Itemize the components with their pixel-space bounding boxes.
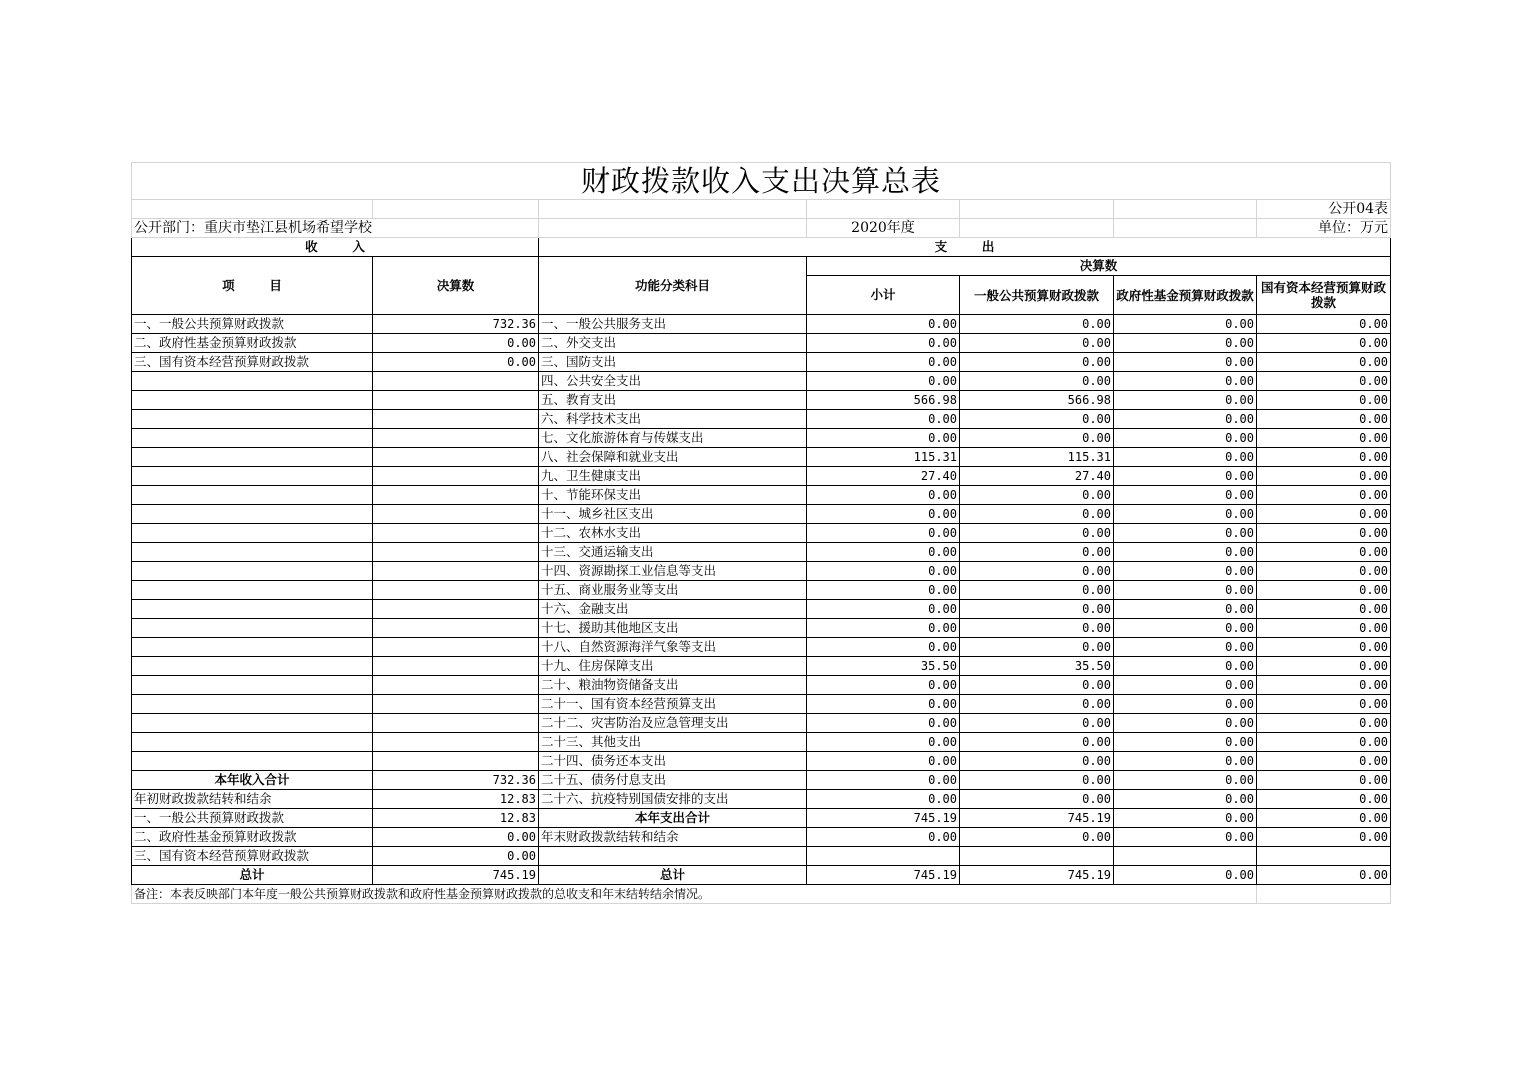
expense-general-budget: 0.00 bbox=[960, 752, 1114, 771]
empty-cell bbox=[132, 733, 373, 752]
expense-state-capital: 0.00 bbox=[1257, 334, 1391, 353]
expense-item-label: 七、文化旅游体育与传媒支出 bbox=[539, 429, 807, 448]
gov-fund-header: 政府性基金预算财政拨款 bbox=[1114, 276, 1257, 315]
empty-cell bbox=[132, 391, 373, 410]
table-row bbox=[132, 790, 1391, 809]
expense-gov-fund: 0.00 bbox=[1114, 562, 1257, 581]
unit-label: 单位：万元 bbox=[1257, 219, 1391, 238]
table-row bbox=[132, 410, 1391, 429]
empty-cell bbox=[373, 543, 539, 562]
empty-cell bbox=[132, 467, 373, 486]
table-row bbox=[132, 334, 1391, 353]
table-row bbox=[132, 619, 1391, 638]
empty-cell bbox=[132, 429, 373, 448]
table-row bbox=[132, 429, 1391, 448]
expense-subtotal: 0.00 bbox=[807, 334, 960, 353]
expense-state-capital: 0.00 bbox=[1257, 410, 1391, 429]
empty-cell bbox=[373, 391, 539, 410]
empty-cell bbox=[373, 524, 539, 543]
carryover-item-label: 三、国有资本经营预算财政拨款 bbox=[132, 847, 373, 866]
carryover-item-label: 二、政府性基金预算财政拨款 bbox=[132, 828, 373, 847]
expense-item-label: 十二、农林水支出 bbox=[539, 524, 807, 543]
expense-subtotal: 0.00 bbox=[807, 524, 960, 543]
carryover-label: 年初财政拨款结转和结余 bbox=[132, 790, 373, 809]
expense-gov-fund: 0.00 bbox=[1114, 505, 1257, 524]
expense-general-budget: 0.00 bbox=[960, 410, 1114, 429]
expense-gov-fund: 0.00 bbox=[1114, 581, 1257, 600]
expense-gov-fund: 0.00 bbox=[1114, 315, 1257, 334]
expense-gov-fund: 0.00 bbox=[1114, 486, 1257, 505]
state-capital-header: 国有资本经营预算财政拨款 bbox=[1257, 276, 1391, 315]
expense-general-budget: 0.00 bbox=[960, 429, 1114, 448]
carryover-value: 12.83 bbox=[373, 790, 539, 809]
expense-state-capital: 0.00 bbox=[1257, 733, 1391, 752]
empty-cell bbox=[373, 752, 539, 771]
expense-gov-fund: 0.00 bbox=[1114, 543, 1257, 562]
expense-state-capital: 0.00 bbox=[1257, 486, 1391, 505]
expense-item-label: 十三、交通运输支出 bbox=[539, 543, 807, 562]
expense-subtotal: 0.00 bbox=[807, 676, 960, 695]
empty-cell bbox=[132, 695, 373, 714]
expense-state-capital: 0.00 bbox=[1257, 315, 1391, 334]
expense-state-capital: 0.00 bbox=[1257, 353, 1391, 372]
expense-gov-fund: 0.00 bbox=[1114, 600, 1257, 619]
expense-state-capital: 0.00 bbox=[1257, 752, 1391, 771]
expense-gov-fund: 0.00 bbox=[1114, 448, 1257, 467]
grand-total-row bbox=[132, 866, 1391, 885]
empty-cell bbox=[132, 581, 373, 600]
carryover-item-value: 0.00 bbox=[373, 828, 539, 847]
expense-general-budget: 115.31 bbox=[960, 448, 1114, 467]
expense-subtotal: 0.00 bbox=[807, 429, 960, 448]
empty-cell bbox=[132, 638, 373, 657]
empty-cell bbox=[132, 714, 373, 733]
expense-gov-fund: 0.00 bbox=[1114, 353, 1257, 372]
empty-cell bbox=[373, 429, 539, 448]
empty-cell bbox=[132, 543, 373, 562]
expense-state-capital: 0.00 bbox=[1257, 543, 1391, 562]
table-row bbox=[132, 372, 1391, 391]
expense-general-budget: 0.00 bbox=[960, 676, 1114, 695]
expense-item-label: 二十五、债务付息支出 bbox=[539, 771, 807, 790]
expense-general-budget: 0.00 bbox=[960, 581, 1114, 600]
expense-gov-fund: 0.00 bbox=[1114, 695, 1257, 714]
expense-gov-fund: 0.00 bbox=[1114, 790, 1257, 809]
expense-subtotal: 27.40 bbox=[807, 467, 960, 486]
expense-gov-fund: 0.00 bbox=[1114, 391, 1257, 410]
expense-item-label: 十七、援助其他地区支出 bbox=[539, 619, 807, 638]
empty-cell bbox=[132, 372, 373, 391]
expense-header: 支 出 bbox=[539, 238, 1391, 257]
empty-cell bbox=[132, 657, 373, 676]
income-header: 收 入 bbox=[132, 238, 539, 257]
expense-item-label: 六、科学技术支出 bbox=[539, 410, 807, 429]
expense-item-label: 十五、商业服务业等支出 bbox=[539, 581, 807, 600]
expense-general-budget: 745.19 bbox=[960, 809, 1114, 828]
carryover-item-value: 0.00 bbox=[373, 847, 539, 866]
expense-gov-fund: 0.00 bbox=[1114, 524, 1257, 543]
expense-state-capital: 0.00 bbox=[1257, 372, 1391, 391]
empty-cell bbox=[373, 467, 539, 486]
expense-subtotal: 0.00 bbox=[807, 410, 960, 429]
expense-gov-fund: 0.00 bbox=[1114, 657, 1257, 676]
empty-cell bbox=[132, 752, 373, 771]
expense-item-label: 十九、住房保障支出 bbox=[539, 657, 807, 676]
empty-cell bbox=[373, 448, 539, 467]
empty-cell bbox=[1257, 847, 1391, 866]
table-row bbox=[132, 486, 1391, 505]
expense-subtotal: 0.00 bbox=[807, 353, 960, 372]
empty-cell bbox=[132, 410, 373, 429]
expense-general-budget: 35.50 bbox=[960, 657, 1114, 676]
section-header-row bbox=[132, 238, 1391, 257]
expense-general-budget: 0.00 bbox=[960, 372, 1114, 391]
expense-general-budget: 0.00 bbox=[960, 828, 1114, 847]
expense-item-label: 四、公共安全支出 bbox=[539, 372, 807, 391]
empty-cell bbox=[373, 372, 539, 391]
expense-subtotal: 0.00 bbox=[807, 315, 960, 334]
empty-cell bbox=[373, 733, 539, 752]
income-total-label: 本年收入合计 bbox=[132, 771, 373, 790]
expense-grand-total-label: 总计 bbox=[539, 866, 807, 885]
empty-cell bbox=[132, 562, 373, 581]
expense-general-budget: 0.00 bbox=[960, 695, 1114, 714]
expense-gov-fund: 0.00 bbox=[1114, 334, 1257, 353]
table-row bbox=[132, 714, 1391, 733]
subtotal-header: 小计 bbox=[807, 276, 960, 315]
expense-subtotal: 0.00 bbox=[807, 733, 960, 752]
income-item-label: 二、政府性基金预算财政拨款 bbox=[132, 334, 373, 353]
final-amount-header: 决算数 bbox=[373, 257, 539, 315]
expense-gov-fund: 0.00 bbox=[1114, 372, 1257, 391]
table-row bbox=[132, 847, 1391, 866]
expense-general-budget: 0.00 bbox=[960, 600, 1114, 619]
expense-item-label: 十一、城乡社区支出 bbox=[539, 505, 807, 524]
expense-state-capital: 0.00 bbox=[1257, 638, 1391, 657]
empty-cell bbox=[807, 847, 960, 866]
expense-subtotal: 0.00 bbox=[807, 771, 960, 790]
empty-cell bbox=[960, 847, 1114, 866]
income-item-value: 0.00 bbox=[373, 334, 539, 353]
expense-state-capital: 0.00 bbox=[1257, 619, 1391, 638]
expense-item-label: 十六、金融支出 bbox=[539, 600, 807, 619]
table-row bbox=[132, 562, 1391, 581]
expense-item-label: 二十四、债务还本支出 bbox=[539, 752, 807, 771]
empty-cell bbox=[132, 524, 373, 543]
title-row bbox=[132, 163, 1391, 200]
carryover-item-value: 12.83 bbox=[373, 809, 539, 828]
expense-state-capital: 0.00 bbox=[1257, 657, 1391, 676]
empty-cell bbox=[1257, 885, 1391, 904]
expense-general-budget: 0.00 bbox=[960, 619, 1114, 638]
expense-general-budget: 0.00 bbox=[960, 638, 1114, 657]
footnote: 备注：本表反映部门本年度一般公共预算财政拨款和政府性基金预算财政拨款的总收支和年末结转结余情况。 bbox=[132, 885, 1257, 904]
expense-state-capital: 0.00 bbox=[1257, 714, 1391, 733]
expense-item-label: 九、卫生健康支出 bbox=[539, 467, 807, 486]
expense-gov-fund: 0.00 bbox=[1114, 733, 1257, 752]
expense-item-label: 十四、资源勘探工业信息等支出 bbox=[539, 562, 807, 581]
expense-general-budget: 0.00 bbox=[960, 733, 1114, 752]
expense-subtotal: 0.00 bbox=[807, 581, 960, 600]
table-row bbox=[132, 828, 1391, 847]
expense-subtotal: 566.98 bbox=[807, 391, 960, 410]
expense-subtotal: 0.00 bbox=[807, 600, 960, 619]
expense-subtotal: 0.00 bbox=[807, 372, 960, 391]
form-code-row bbox=[132, 200, 1391, 219]
expense-grand-total-fund: 0.00 bbox=[1114, 866, 1257, 885]
expense-general-budget: 0.00 bbox=[960, 315, 1114, 334]
empty-cell bbox=[373, 581, 539, 600]
expense-state-capital: 0.00 bbox=[1257, 695, 1391, 714]
expense-state-capital: 0.00 bbox=[1257, 581, 1391, 600]
expense-state-capital: 0.00 bbox=[1257, 771, 1391, 790]
expense-gov-fund: 0.00 bbox=[1114, 429, 1257, 448]
table-row bbox=[132, 315, 1391, 334]
budget-table bbox=[131, 162, 1391, 904]
expense-item-label: 二十一、国有资本经营预算支出 bbox=[539, 695, 807, 714]
empty-cell bbox=[132, 448, 373, 467]
empty-cell bbox=[373, 486, 539, 505]
table-row bbox=[132, 771, 1391, 790]
table-row bbox=[132, 391, 1391, 410]
income-item-label: 一、一般公共预算财政拨款 bbox=[132, 315, 373, 334]
expense-item-label: 年末财政拨款结转和结余 bbox=[539, 828, 807, 847]
empty-cell bbox=[132, 505, 373, 524]
expense-subtotal: 35.50 bbox=[807, 657, 960, 676]
empty-cell bbox=[373, 410, 539, 429]
carryover-item-label: 一、一般公共预算财政拨款 bbox=[132, 809, 373, 828]
empty-cell bbox=[539, 847, 807, 866]
expense-subtotal: 0.00 bbox=[807, 638, 960, 657]
expense-subtotal: 0.00 bbox=[807, 486, 960, 505]
final-amount-group-header: 决算数 bbox=[807, 257, 1391, 276]
empty-cell bbox=[373, 619, 539, 638]
empty-cell bbox=[373, 562, 539, 581]
expense-state-capital: 0.00 bbox=[1257, 448, 1391, 467]
expense-state-capital: 0.00 bbox=[1257, 790, 1391, 809]
expense-subtotal: 0.00 bbox=[807, 562, 960, 581]
expense-general-budget: 0.00 bbox=[960, 505, 1114, 524]
income-item-label: 三、国有资本经营预算财政拨款 bbox=[132, 353, 373, 372]
expense-general-budget: 27.40 bbox=[960, 467, 1114, 486]
expense-state-capital: 0.00 bbox=[1257, 809, 1391, 828]
empty-cell bbox=[373, 714, 539, 733]
table-row bbox=[132, 467, 1391, 486]
expense-gov-fund: 0.00 bbox=[1114, 619, 1257, 638]
expense-gov-fund: 0.00 bbox=[1114, 467, 1257, 486]
form-code: 公开04表 bbox=[1257, 200, 1391, 219]
income-item-value: 0.00 bbox=[373, 353, 539, 372]
expense-general-budget: 0.00 bbox=[960, 562, 1114, 581]
expense-general-budget: 0.00 bbox=[960, 543, 1114, 562]
table-row bbox=[132, 809, 1391, 828]
expense-item-label: 二、外交支出 bbox=[539, 334, 807, 353]
table-row bbox=[132, 600, 1391, 619]
expense-general-budget: 0.00 bbox=[960, 353, 1114, 372]
table-row bbox=[132, 752, 1391, 771]
expense-general-budget: 0.00 bbox=[960, 524, 1114, 543]
page-title: 财政拨款收入支出决算总表 bbox=[132, 163, 1391, 200]
empty-cell bbox=[373, 695, 539, 714]
table-row bbox=[132, 657, 1391, 676]
expense-state-capital: 0.00 bbox=[1257, 524, 1391, 543]
expense-subtotal: 0.00 bbox=[807, 752, 960, 771]
expense-item-label: 二十六、抗疫特别国债安排的支出 bbox=[539, 790, 807, 809]
expense-item-label: 十八、自然资源海洋气象等支出 bbox=[539, 638, 807, 657]
expense-item-label: 十、节能环保支出 bbox=[539, 486, 807, 505]
expense-subtotal: 0.00 bbox=[807, 714, 960, 733]
expense-subtotal: 0.00 bbox=[807, 543, 960, 562]
year-label: 2020年度 bbox=[807, 219, 960, 238]
table-row bbox=[132, 543, 1391, 562]
expense-item-label: 本年支出合计 bbox=[539, 809, 807, 828]
expense-state-capital: 0.00 bbox=[1257, 391, 1391, 410]
empty-cell bbox=[132, 619, 373, 638]
expense-state-capital: 0.00 bbox=[1257, 467, 1391, 486]
expense-subtotal: 115.31 bbox=[807, 448, 960, 467]
income-grand-total-label: 总计 bbox=[132, 866, 373, 885]
table-row bbox=[132, 448, 1391, 467]
column-header-row-1 bbox=[132, 257, 1391, 276]
table-row bbox=[132, 733, 1391, 752]
expense-gov-fund: 0.00 bbox=[1114, 410, 1257, 429]
expense-item-label: 三、国防支出 bbox=[539, 353, 807, 372]
expense-general-budget: 0.00 bbox=[960, 790, 1114, 809]
expense-state-capital: 0.00 bbox=[1257, 828, 1391, 847]
expense-state-capital: 0.00 bbox=[1257, 505, 1391, 524]
expense-subtotal: 745.19 bbox=[807, 809, 960, 828]
expense-general-budget: 0.00 bbox=[960, 486, 1114, 505]
table-row bbox=[132, 505, 1391, 524]
func-category-header: 功能分类科目 bbox=[539, 257, 807, 315]
empty-cell bbox=[373, 657, 539, 676]
expense-state-capital: 0.00 bbox=[1257, 429, 1391, 448]
expense-grand-total-general: 745.19 bbox=[960, 866, 1114, 885]
expense-subtotal: 0.00 bbox=[807, 619, 960, 638]
table-row bbox=[132, 638, 1391, 657]
expense-item-label: 一、一般公共服务支出 bbox=[539, 315, 807, 334]
spreadsheet bbox=[131, 162, 1390, 904]
note-row bbox=[132, 885, 1391, 904]
item-header: 项 目 bbox=[132, 257, 373, 315]
expense-item-label: 八、社会保障和就业支出 bbox=[539, 448, 807, 467]
empty-cell bbox=[132, 486, 373, 505]
empty-cell bbox=[132, 676, 373, 695]
expense-gov-fund: 0.00 bbox=[1114, 809, 1257, 828]
income-total-value: 732.36 bbox=[373, 771, 539, 790]
expense-state-capital: 0.00 bbox=[1257, 676, 1391, 695]
expense-general-budget: 0.00 bbox=[960, 334, 1114, 353]
expense-gov-fund: 0.00 bbox=[1114, 828, 1257, 847]
expense-subtotal: 0.00 bbox=[807, 505, 960, 524]
meta-row bbox=[132, 219, 1391, 238]
table-row bbox=[132, 695, 1391, 714]
table-row bbox=[132, 581, 1391, 600]
expense-item-label: 二十二、灾害防治及应急管理支出 bbox=[539, 714, 807, 733]
empty-cell bbox=[373, 600, 539, 619]
expense-general-budget: 0.00 bbox=[960, 714, 1114, 733]
department-label: 公开部门：重庆市垫江县机场希望学校 bbox=[132, 219, 539, 238]
empty-cell bbox=[373, 676, 539, 695]
expense-gov-fund: 0.00 bbox=[1114, 752, 1257, 771]
empty-cell bbox=[373, 505, 539, 524]
expense-item-label: 二十三、其他支出 bbox=[539, 733, 807, 752]
expense-item-label: 五、教育支出 bbox=[539, 391, 807, 410]
expense-subtotal: 0.00 bbox=[807, 695, 960, 714]
empty-cell bbox=[373, 638, 539, 657]
expense-general-budget: 566.98 bbox=[960, 391, 1114, 410]
expense-grand-total-capital: 0.00 bbox=[1257, 866, 1391, 885]
expense-state-capital: 0.00 bbox=[1257, 562, 1391, 581]
expense-gov-fund: 0.00 bbox=[1114, 676, 1257, 695]
expense-gov-fund: 0.00 bbox=[1114, 638, 1257, 657]
income-item-value: 732.36 bbox=[373, 315, 539, 334]
expense-subtotal: 0.00 bbox=[807, 790, 960, 809]
expense-general-budget: 0.00 bbox=[960, 771, 1114, 790]
expense-item-label: 二十、粮油物资储备支出 bbox=[539, 676, 807, 695]
empty-cell bbox=[1114, 847, 1257, 866]
income-grand-total-value: 745.19 bbox=[373, 866, 539, 885]
expense-grand-total-subtotal: 745.19 bbox=[807, 866, 960, 885]
expense-subtotal: 0.00 bbox=[807, 828, 960, 847]
table-row bbox=[132, 676, 1391, 695]
general-budget-header: 一般公共预算财政拨款 bbox=[960, 276, 1114, 315]
empty-cell bbox=[132, 600, 373, 619]
expense-gov-fund: 0.00 bbox=[1114, 714, 1257, 733]
expense-state-capital: 0.00 bbox=[1257, 600, 1391, 619]
table-row bbox=[132, 353, 1391, 372]
expense-gov-fund: 0.00 bbox=[1114, 771, 1257, 790]
table-row bbox=[132, 524, 1391, 543]
